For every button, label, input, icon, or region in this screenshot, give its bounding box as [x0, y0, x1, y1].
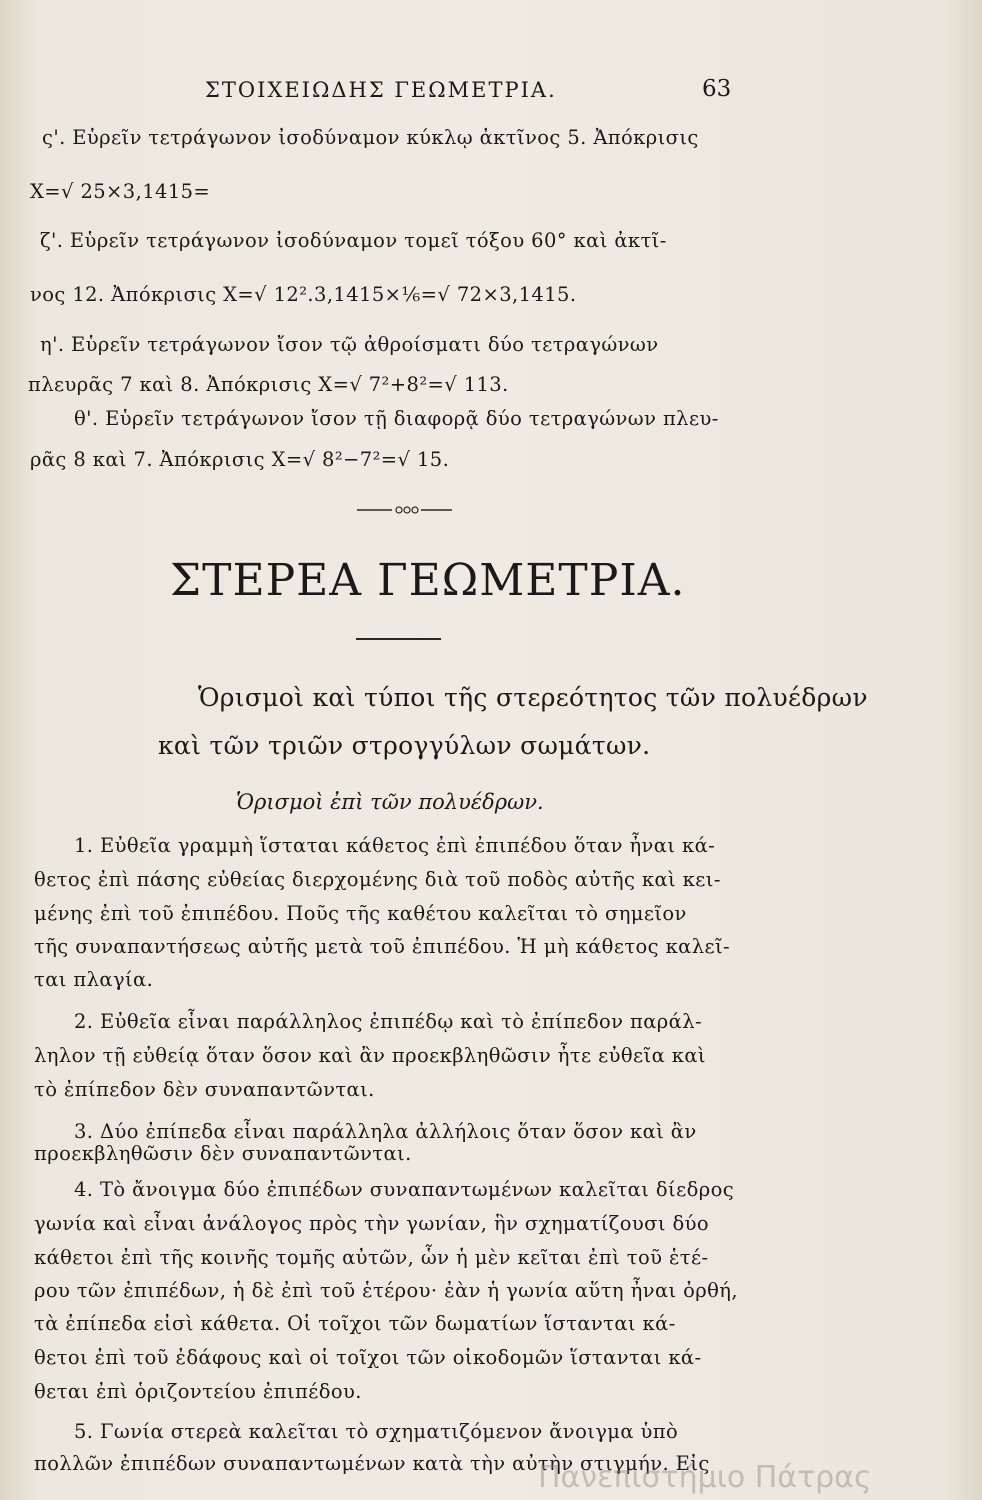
exercise-line: νος 12. Ἀπόκρισις X=√ 12².3,1415×⅙=√ 72×3,1415. — [30, 283, 577, 306]
exercise-line: πλευρᾶς 7 καὶ 8. Ἀπόκρισις X=√ 7²+8²=√ 113. — [28, 373, 509, 396]
body-line: τὸ ἐπίπεδον δὲν συναπαντῶνται. — [34, 1078, 375, 1101]
body-line: γωνία καὶ εἶναι ἀνάλογος πρὸς τὴν γωνίαν, ἣν σχηματίζουσι δύο — [34, 1212, 710, 1235]
watermark: Πανεπιστήμιο Πάτρας — [538, 1460, 872, 1495]
body-line: ληλον τῇ εὐθείᾳ ὅταν ὅσον καὶ ἂν προεκβληθῶσιν ἦτε εὐθεῖα καὶ — [34, 1044, 706, 1067]
exercise-line: ρᾶς 8 καὶ 7. Ἀπόκρισις X=√ 8²−7²=√ 15. — [30, 448, 450, 471]
exercise-line: ς'. Εὑρεῖν τετράγωνον ἰσοδύναμον κύκλῳ ἀκτῖνος 5. Ἀπόκρισις — [42, 126, 699, 149]
subsection-heading: Ὁρισμοὶ ἐπὶ τῶν πολυέδρων. — [236, 790, 544, 814]
exercise-line: X=√ 25×3,1415= — [30, 180, 211, 203]
body-line: 2. Εὐθεῖα εἶναι παράλληλος ἐπιπέδῳ καὶ τὸ ἐπίπεδον παράλ- — [74, 1010, 702, 1033]
body-line: πολλῶν ἐπιπέδων συναπαντωμένων κατὰ τὴν αὐτὴν στιγμήν. Εἰς — [34, 1452, 710, 1475]
body-line: θεται ἐπὶ ὁριζοντείου ἐπιπέδου. — [34, 1380, 362, 1403]
body-line: 4. Τὸ ἄνοιγμα δύο ἐπιπέδων συναπαντωμένων καλεῖται δίεδρος — [74, 1178, 735, 1201]
subtitle-line-1: Ὁρισμοὶ καὶ τύποι τῆς στερεότητος τῶν πολυέδρων — [198, 683, 868, 712]
body-line: τῆς συναπαντήσεως αὐτῆς μετὰ τοῦ ἐπιπέδου. Ἡ μὴ κάθετος καλεῖ- — [34, 935, 731, 958]
horizontal-rule — [356, 638, 441, 640]
running-header: ΣΤΟΙΧΕΙΩΔΗΣ ΓΕΩΜΕΤΡΙΑ. — [205, 78, 557, 102]
exercise-line: η'. Εὑρεῖν τετράγωνον ἴσον τῷ ἀθροίσματι δύο τετραγώνων — [40, 333, 659, 356]
body-line: προεκβληθῶσιν δὲν συναπαντῶνται. — [34, 1142, 412, 1165]
exercise-line: θ'. Εὑρεῖν τετράγωνον ἴσον τῇ διαφορᾷ δύο τετραγώνων πλευ- — [74, 407, 719, 430]
section-title: ΣΤΕΡΕΑ ΓΕΩΜΕΤΡΙΑ. — [170, 555, 686, 606]
body-line: ται πλαγία. — [34, 968, 154, 991]
body-line: 5. Γωνία στερεὰ καλεῖται τὸ σχηματιζόμενον ἄνοιγμα ὑπὸ — [74, 1420, 679, 1443]
page-number: 63 — [702, 76, 732, 102]
body-line: κάθετοι ἐπὶ τῆς κοινῆς τομῆς αὐτῶν, ὧν ἡ μὲν κεῖται ἐπὶ τοῦ ἑτέ- — [34, 1246, 709, 1269]
body-line: 3. Δύο ἐπίπεδα εἶναι παράλληλα ἀλλήλοις ὅταν ὅσον καὶ ἂν — [74, 1120, 697, 1143]
body-line: μένης ἐπὶ τοῦ ἐπιπέδου. Ποῦς τῆς καθέτου καλεῖται τὸ σημεῖον — [34, 902, 687, 925]
subtitle-line-2: καὶ τῶν τριῶν στρογγύλων σωμάτων. — [158, 731, 651, 760]
body-line: 1. Εὐθεῖα γραμμὴ ἵσταται κάθετος ἐπὶ ἐπιπέδου ὅταν ἦναι κά- — [74, 834, 716, 857]
exercise-line: ζ'. Εὑρεῖν τετράγωνον ἰσοδύναμον τομεῖ τόξου 60° καὶ ἀκτῖ- — [40, 229, 667, 252]
body-line: θετος ἐπὶ πάσης εὐθείας διερχομένης διὰ τοῦ ποδὸς αὐτῆς καὶ κει- — [34, 868, 721, 891]
body-line: ρου τῶν ἐπιπέδων, ἡ δὲ ἐπὶ τοῦ ἑτέρου· ἐὰν ἡ γωνία αὕτη ἦναι ὀρθή, — [34, 1279, 738, 1302]
body-line: τὰ ἐπίπεδα εἰσὶ κάθετα. Οἱ τοῖχοι τῶν δωματίων ἵστανται κά- — [34, 1312, 676, 1335]
ornament-divider — [357, 501, 452, 519]
body-line: θετοι ἐπὶ τοῦ ἐδάφους καὶ οἱ τοῖχοι τῶν οἰκοδομῶν ἵστανται κά- — [34, 1346, 702, 1369]
